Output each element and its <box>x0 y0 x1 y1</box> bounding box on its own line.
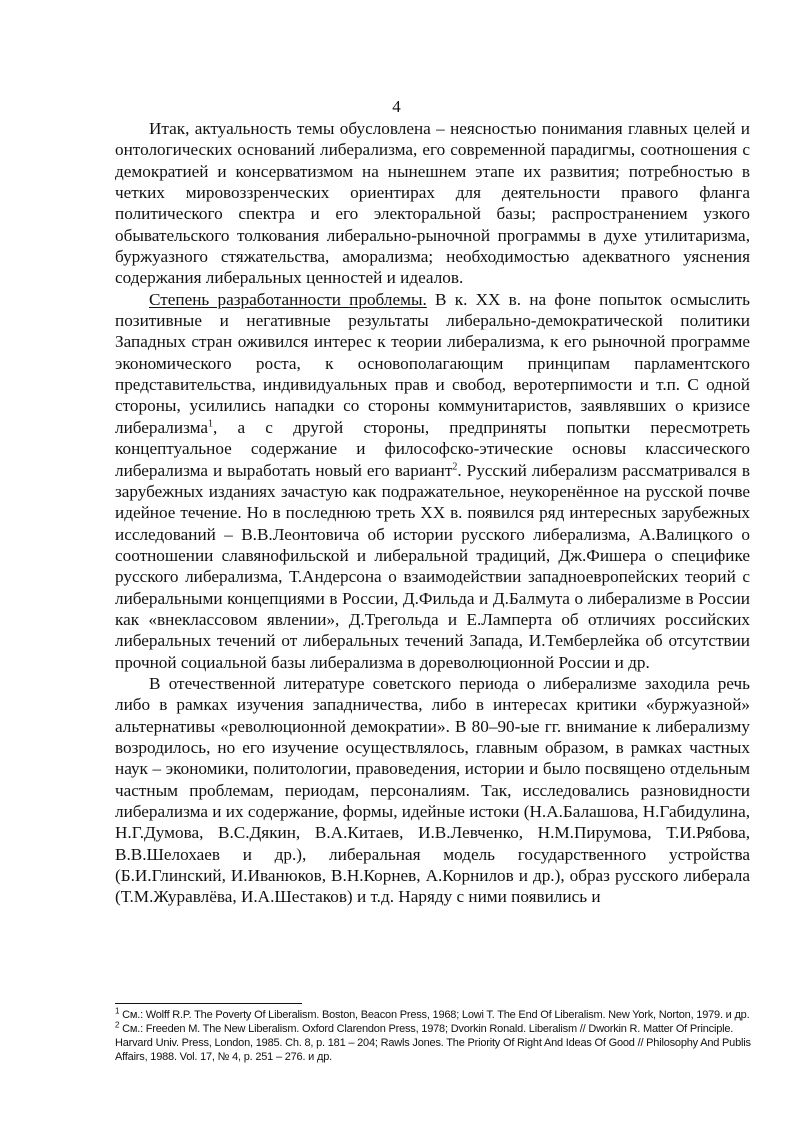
footnote-text: См.: Freeden M. The New Liberalism. Oxford Clarendon Press, 1978; Dvorkin Ronald. Liberalism // Dworkin R. Matter Of Principle. Harvard Univ. Press, London, 1985. Ch. 8, p. 181 – 204; Rawls Jones. The Priority Of Right And Ideas Of Good // Philosophy And Publis Affairs, 1988. Vol. 17, № 4, p. 251 – 276. и др. <box>115 1023 751 1063</box>
paragraph-text: , а с другой стороны, предприняты попытки пересмотреть концептуальное содержание и философско-этические основы классического либерализма и выработать новый его вариант <box>115 417 750 480</box>
paragraph-relevance: Итак, актуальность темы обусловлена – неясностью понимания главных целей и онтологических оснований либерализма, его современной парадигмы, соотношения с демократией и консерватизмом на нынешнем этапе их развития; потребностью в четких мировоззренческих ориентирах для деятельности правого фланга политического спектра и его электоральной базы; распространением узкого обывательского толкования либерально-рыночной программы в духе утилитаризма, буржуазного стяжательства, аморализма; необходимостью адекватного уяснения содержания либеральных ценностей и идеалов. <box>115 119 750 288</box>
footnote-divider <box>115 1003 302 1004</box>
paragraph-text: В к. XX в. на фоне попыток осмыслить позитивные и негативные результаты либерально-демократической политики Западных стран оживился интерес к теории либерализма, к его рыночной программе экономического роста, к основополагающим принципам парламентского представительства, индивидуальных прав и свобод, веротерпимости и т.п. С одной стороны, усилились нападки со стороны коммунитаристов, заявлявших о кризисе либерализма <box>115 289 750 437</box>
footnotes <box>115 1008 755 1064</box>
footnote-mark: 2 <box>115 1020 120 1030</box>
footnote-ref-2[interactable]: 2 <box>452 460 458 472</box>
footnote-1 <box>115 1008 755 1022</box>
body-text <box>115 118 750 908</box>
footnote-mark: 1 <box>115 1006 120 1016</box>
page-number: 4 <box>392 97 401 116</box>
section-heading: Степень разработанности проблемы. <box>149 289 427 309</box>
footnote-2 <box>115 1022 755 1064</box>
footnote-ref-1[interactable]: 1 <box>208 418 214 430</box>
paragraph-soviet-literature: В отечественной литературе советского периода о либерализме заходила речь либо в рамках изучения западничества, либо в интересах критики «буржуазной» альтернативы «революционной демократии». В 80–90-ые гг. внимание к либерализму возродилось, но его изучение осуществлялось, главным образом, в рамках частных наук – экономики, политологии, правоведения, истории и было посвящено отдельным частным проблемам, периодам, персоналиям. Так, исследовались разновидности либерализма и их содержание, формы, идейные истоки (Н.А.Балашова, Н.Габидулина, Н.Г.Думова, В.С.Дякин, В.А.Китаев, И.В.Левченко, Н.М.Пирумова, Т.И.Рябова, В.В.Шелохаев и др.), либеральная модель государственного устройства (Б.И.Глинский, И.Иванюков, В.Н.Корнев, А.Корнилов и др.), образ русского либерала (Т.М.Журавлёва, И.А.Шестаков) и т.д. Наряду с ними появились и <box>115 673 750 907</box>
paragraph-research-degree <box>115 289 750 673</box>
paragraph-text: . Русский либерализм рассматривался в зарубежных изданиях зачастую как подражательное, неукоренённое на русской почве идейное течение. Но в последнюю треть XX в. появился ряд интересных зарубежных исследований – В.В.Леонтовича об истории русского либерализма, А.Валицкого о соотношении славянофильской и либеральной традиций, Дж.Фишера о специфике русского либерализма, Т.Андерсона о взаимодействии западноевропейских теорий с либеральными концепциями в России, Д.Фильда и Д.Балмута о либерализме в России как «внеклассовом явлении», Д.Трегольда и Е.Ламперта об отличиях российских либеральных течений от либеральных течений Запада, И.Темберлейка об отсутствии прочной социальной базы либерализма в дореволюционной России и др. <box>115 460 750 672</box>
footnote-text: См.: Wolff R.P. The Poverty Of Liberalism. Boston, Beacon Press, 1968; Lowi T. The End Of Liberalism. New York, Norton, 1979. и др. <box>119 1009 750 1021</box>
